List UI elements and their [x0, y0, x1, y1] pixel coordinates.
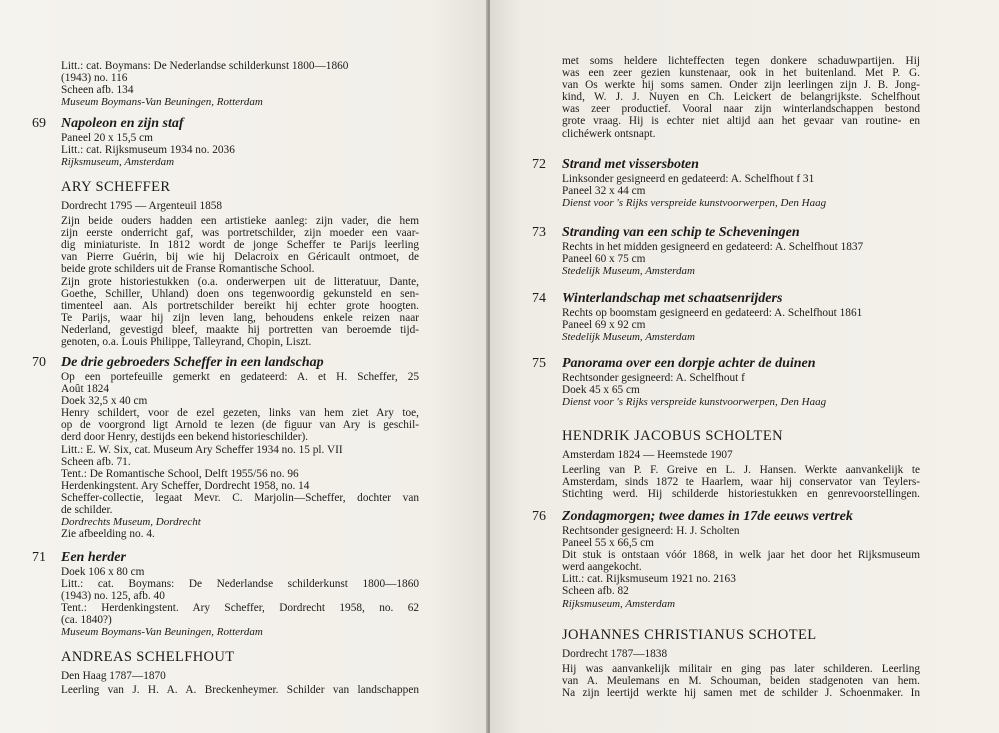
museum-line: Rijksmuseum, Amsterdam	[61, 156, 175, 169]
text-line: Op een portefeuille gemerkt en gedateerd: A. et H. Scheffer, 25	[61, 371, 419, 383]
text-line: Te Parijs, waar hij zijn leven lang, behoudens enkele reizen naar	[61, 311, 419, 324]
text-line: Rechtsonder gesigneerd: A. Schelfhout f	[562, 372, 745, 384]
text-line: van Os werkte hij soms samen. Onder zijn leerlingen zijn J. B. Jong-	[562, 79, 920, 92]
text-line: Rechts op boomstam gesigneerd en gedateerd: A. Schelfhout 1861	[562, 307, 863, 319]
text-line: timenteel aan. Als portretschilder bereikt hij echter grote hoogten.	[61, 299, 419, 312]
artist-dates: Amsterdam 1824 — Heemstede 1907	[562, 449, 733, 461]
text-line: Scheffer-collectie, legaat Mevr. C. Marjolin—Scheffer, dochter van	[61, 491, 419, 504]
entry-title: Panorama over een dorpje achter de duinen	[562, 356, 816, 371]
text-line: Amsterdam, sinds 1872 te Haarlem, waar hij conservator van Teylers-	[562, 476, 920, 489]
text-line: Paneel 55 x 66,5 cm	[562, 537, 654, 550]
text-line: Litt.: cat. Rijksmuseum 1934 no. 2036	[61, 144, 235, 157]
text-line: grote vraag. Hij is echter niet altijd aan het gevaar van routine- en	[562, 115, 920, 128]
text-line: (1943) no. 125, afb. 40	[61, 590, 165, 603]
artist-scholten	[562, 428, 920, 500]
right-page	[490, 0, 999, 733]
schelfhout-bio-continued	[562, 55, 920, 140]
text-line: clichéwerk ontsnapt.	[562, 127, 656, 140]
text-line: Paneel 32 x 44 cm	[562, 185, 646, 198]
text-line: Scheen afb. 82	[562, 585, 629, 598]
entry-69	[61, 115, 391, 168]
entry-number: 76	[532, 509, 546, 524]
artist-name: ARY SCHEFFER	[61, 179, 171, 195]
entry-76	[562, 508, 920, 610]
text-line: Stichting werd. Hij schilderde historiestukken en genrevoorstellingen.	[562, 488, 920, 501]
text-line: Litt.: cat. Boymans: De Nederlandse schilderkunst 1800—1860	[61, 60, 349, 72]
text-line: Na zijn leertijd werkte hij samen met de schilder J. Schoenmaker. In	[562, 687, 920, 700]
text-line: Scheen afb. 71.	[61, 455, 131, 468]
text-line: de schilder.	[61, 504, 113, 517]
text-line: Rechtsonder gesigneerd: H. J. Scholten	[562, 525, 740, 537]
text-line: was zeer productief. Vooral naar zijn winterlandschappen bestond	[562, 103, 920, 116]
artist-name: JOHANNES CHRISTIANUS SCHOTEL	[562, 627, 817, 643]
entry-number: 75	[532, 356, 546, 371]
entry-title: Zondagmorgen; twee dames in 17de eeuws vertrek	[562, 509, 853, 524]
text-line: (ca. 1840?)	[61, 614, 112, 627]
museum-line: Dordrechts Museum, Dordrecht	[61, 516, 201, 529]
text-line: Paneel 69 x 92 cm	[562, 319, 646, 332]
museum-line: Museum Boymans-Van Beuningen, Rotterdam	[61, 96, 263, 109]
text-line: van Pierre Guérin, bij wie hij Delacroix en Géricault ontmoet, de	[61, 251, 419, 264]
text-line: Août 1824	[61, 383, 110, 396]
entry-71	[61, 549, 419, 639]
entry-title: Stranding van een schip te Scheveningen	[562, 225, 800, 240]
artist-dates: Dordrecht 1787—1838	[562, 648, 668, 660]
text-line: van A. Meulemans en M. Schouman, beiden stadgenoten van hem.	[562, 675, 920, 688]
entry-number: 70	[32, 355, 46, 370]
text-line: Herdenkingstent. Ary Scheffer, Dordrecht 1958, no. 14	[61, 479, 310, 492]
entry-74	[562, 290, 922, 343]
text-line: beide grote schilders uit de Franse Romantische School.	[61, 263, 315, 276]
text-line: Linksonder gesigneerd en gedateerd: A. Schelfhout f 31	[562, 173, 815, 185]
text-line: Litt.: cat. Boymans: De Nederlandse schilderkunst 1800—1860	[61, 578, 419, 591]
text-line: Leerling van P. F. Greive en L. J. Hansen. Werkte aanvankelijk te	[562, 464, 920, 477]
text-line: Zijn beide ouders hadden een artistieke aanleg: zijn vader, die hem	[61, 215, 419, 228]
text-line: Zie afbeelding no. 4.	[61, 528, 155, 541]
left-page	[0, 0, 488, 733]
text-line: Litt.: cat. Rijksmuseum 1921 no. 2163	[562, 573, 736, 586]
artist-name: HENDRIK JACOBUS SCHOLTEN	[562, 428, 783, 444]
entry-73	[562, 224, 922, 277]
entry-number: 73	[532, 225, 546, 240]
text-line: Litt.: E. W. Six, cat. Museum Ary Scheffer 1934 no. 15 pl. VII	[61, 443, 343, 456]
museum-line: Dienst voor 's Rijks verspreide kunstvoorwerpen, Den Haag	[562, 396, 827, 409]
museum-line: Stedelijk Museum, Amsterdam	[562, 331, 695, 344]
text-line: Doek 106 x 80 cm	[61, 566, 145, 578]
artist-dates: Den Haag 1787—1870	[61, 670, 166, 682]
entry-number: 71	[32, 550, 46, 565]
artist-bio	[61, 215, 419, 348]
entry-title: Een herder	[61, 550, 126, 565]
text-line: zijn eerste onderricht gaf, was portretschilder, zijn moeder een vaar-	[61, 227, 419, 240]
museum-line: Dienst voor 's Rijks verspreide kunstvoorwerpen, Den Haag	[562, 197, 827, 210]
text-line: Henry schildert, voor de ezel gezeten, links van hem ziet Ary toe,	[61, 407, 419, 420]
text-line: Paneel 60 x 75 cm	[562, 253, 646, 266]
entry-title: Strand met vissersboten	[562, 157, 699, 172]
text-line: dig miniaturiste. In 1812 wordt de jonge Scheffer te Parijs leerling	[61, 239, 419, 252]
text-line: Dit stuk is ontstaan vóór 1868, in welk jaar het door het Rijksmuseum	[562, 549, 920, 562]
text-line: Tent.: De Romantische School, Delft 1955/56 no. 96	[61, 467, 299, 480]
entry-title: Winterlandschap met schaatsenrijders	[562, 291, 783, 306]
entry-75	[562, 355, 922, 408]
artist-scheffer	[61, 179, 419, 348]
entry-number: 72	[532, 157, 546, 172]
text-line: Rechts in het midden gesigneerd en gedateerd: A. Schelfhout 1837	[562, 241, 864, 253]
entry-title: De drie gebroeders Scheffer in een landschap	[61, 355, 324, 370]
text-line: op de voorgrond ligt Arnold te lezen (de figuur van Ary is geschil-	[61, 419, 419, 432]
text-line: was een zeer gezien kunstenaar, ook in het buitenland. Met P. G.	[562, 67, 920, 80]
text-line: Goethe, Schiller, Uhland) doen ons tegenwoordig gekunsteld en sen-	[61, 287, 419, 300]
text-line: werd aangekocht.	[562, 561, 642, 574]
text-line: (1943) no. 116	[61, 72, 128, 85]
artist-bio	[562, 663, 920, 699]
text-line: met soms heldere lichteffecten tegen donkere schaduwpartijen. Hij	[562, 55, 920, 67]
text-line: kind, W. J. J. Nuyen en Ch. Leickert de belangrijkste. Schelfhout	[562, 91, 920, 104]
artist-bio: Leerling van J. H. A. A. Breckenheymer. Schilder van landschappen	[61, 684, 419, 697]
entry-70	[61, 354, 419, 540]
museum-line: Museum Boymans-Van Beuningen, Rotterdam	[61, 626, 263, 639]
entry-number: 69	[32, 116, 46, 131]
text-line: genoten, o.a. Louis Philippe, Talleyrand, Chopin, Liszt.	[61, 336, 312, 349]
text-line: Zijn grote historiestukken (o.a. onderwerpen uit de litteratuur, Dante,	[61, 275, 419, 288]
text-line: Scheen afb. 134	[61, 84, 134, 97]
artist-schelfhout	[61, 649, 419, 696]
text-line: Doek 32,5 x 40 cm	[61, 395, 148, 408]
text-line: Tent.: Herdenkingstent. Ary Scheffer, Dordrecht 1958, no. 62	[61, 602, 419, 615]
text-line: Hij was aanvankelijk militair en ging pas later schilderen. Leerling	[562, 663, 920, 676]
museum-line: Rijksmuseum, Amsterdam	[562, 597, 676, 610]
entry-title: Napoleon en zijn staf	[61, 116, 184, 131]
entry-72	[562, 156, 922, 209]
text-line: Nederland, gevestigd bleef, maakte hij portretten van beroemde tijd-	[61, 323, 419, 336]
museum-line: Stedelijk Museum, Amsterdam	[562, 265, 695, 278]
artist-schotel	[562, 627, 920, 699]
top-litt	[61, 60, 391, 108]
entry-number: 74	[532, 291, 546, 306]
text-line: Paneel 20 x 15,5 cm	[61, 132, 153, 144]
artist-bio	[562, 464, 920, 500]
artist-name: ANDREAS SCHELFHOUT	[61, 649, 235, 665]
text-line: derd door Henry, destijds een bekend historieschilder).	[61, 431, 309, 444]
text-line: Doek 45 x 65 cm	[562, 384, 640, 397]
artist-dates: Dordrecht 1795 — Argenteuil 1858	[61, 200, 223, 212]
